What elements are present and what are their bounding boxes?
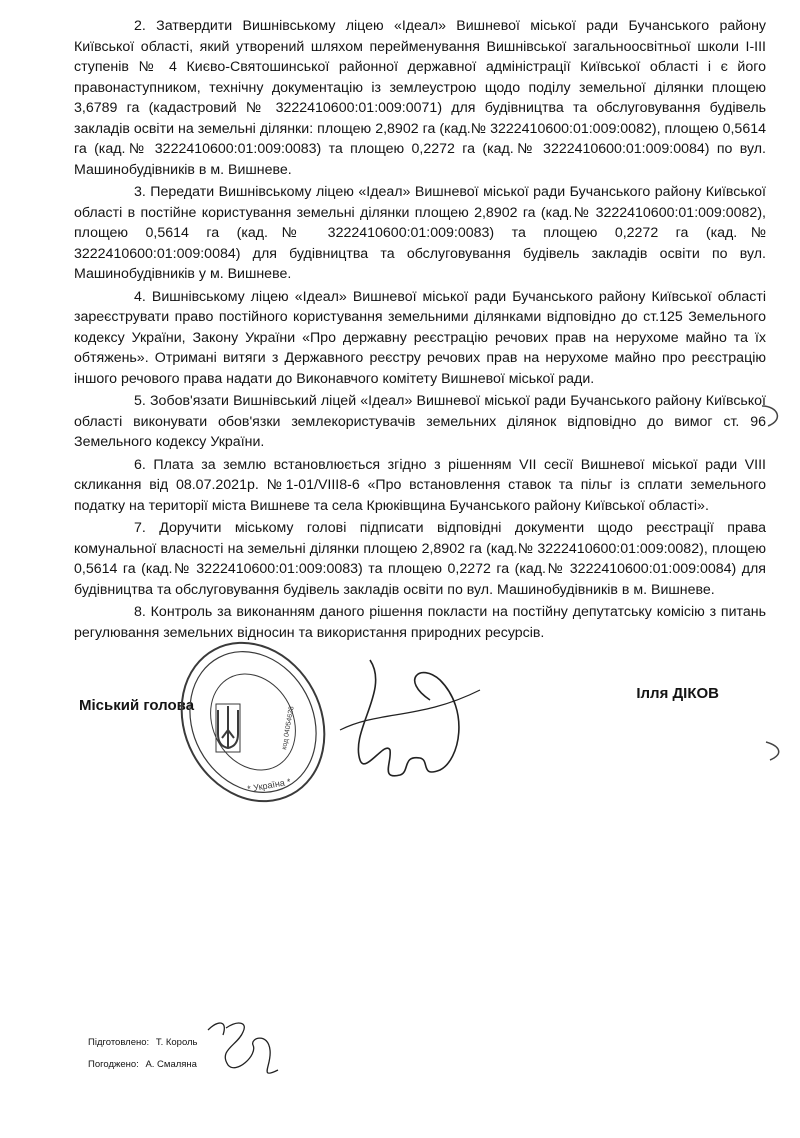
paragraph-3: 3. Передати Вишнівському ліцею «Ідеал» Вишневої міської ради Бучанського району Київської області в постійне користування земельні ділянки площею 2,8902 га (кад.№ 3222410600:01:009:0082), площею 0,5614 га (кад.№ 3222410600:01:009:0083) та площею 0,2272 га (кад.№ 3222410600:01:009:0084) для будівництва та обслуговування будівель закладів освіти по вул. Машинобудівників у м. Вишневе. [74,184,766,282]
margin-mark [762,740,788,764]
approved-label: Погоджено: [88,1059,139,1070]
signatory-title: Міський голова [79,697,195,714]
paragraph-6: 6. Плата за землю встановлюється згідно з рішенням VII сесії Вишневої міської ради VIII скликання від 08.07.2021р. №1-01/VIII8-6 «Про встановлення ставок та пільг із сплати земельного податку на території міста Вишневе та села Крюківщина Бучанського району Київської області». [74,456,766,514]
paragraph-4: 4. Вишнівському ліцею «Ідеал» Вишневої міської ради Бучанського району Київської області зареєструвати право постійного користування земельними ділянками відповідно до ст.125 Земельного кодексу України, Закону України «Про державну реєстрацію речових прав на нерухоме майно та їх обтяжень». Отримані витяги з Державного реєстру речових прав на нерухоме майно про реєстрацію іншого речового права надати до Виконавчого комітету Вишневої міської ради. [74,288,766,387]
paragraph-5: 5. Зобов'язати Вишнівський ліцей «Ідеал» Вишневої міської ради Бучанського району Київської області виконувати обов'язки землекористувачів земельних ділянок відповідно до вимог ст. 96 Земельного кодексу України. [74,393,766,450]
approval-footer [88,1032,202,1076]
prepared-by-row [88,1032,202,1054]
svg-text:* Україна *: * Україна * [246,776,292,794]
document-body [74,16,766,643]
margin-mark [758,400,788,430]
handwritten-signature [330,650,490,800]
prepared-name: Т. Король [155,1037,198,1048]
paragraph-8: 8. Контроль за виконанням даного рішення покласти на постійну депутатську комісію з питань регулювання земельних відносин та використання природних ресурсів. [74,604,766,641]
paragraph-2: 2. Затвердити Вишнівському ліцею «Ідеал» Вишневої міської ради Бучанського району Київської області, який утворений шляхом перейменування Вишнівської загальноосвітньої школи І-ІІІ ступенів № 4 Києво-Святошинської районної державної адміністрації Київської області і є його правонаступником, технічну документацію із землеустрою щодо поділу земельної ділянки площею 3,6789 га (кадастровий № 3222410600:01:009:0071) для будівництва та обслуговування будівель закладів освіти на земельні ділянки: площею 2,8902 га (кад.№ 3222410600:01:009:0082), площею 0,5614 га (кад.№ 3222410600:01:009:0083) та площею 0,2272 га (кад.№ 3222410600:01:009:0084) по вул. Машинобудівників в м. Вишневе. [74,18,766,178]
signatory-name: Ілля ДІКОВ [636,685,719,702]
handwritten-initials [198,1010,288,1090]
approved-name: А. Смаляна [145,1059,197,1070]
svg-text:код 04054628: код 04054628 [281,705,296,751]
approved-by-row [88,1054,202,1076]
prepared-label: Підготовлено: [88,1037,150,1048]
paragraph-7: 7. Доручити міському голові підписати відповідні документи щодо реєстрації права комунальної власності на земельні ділянки площею 2,8902 га (кад.№ 3222410600:01:009:0082), площею 0,5614 га (кад.№ 3222410600:01:009:0083) та площею 0,2272 га (кад.№ 3222410600:01:009:0084) для будівництва та обслуговування будівель закладів освіти по вул. Машинобудівників в м. Вишневе. [74,520,766,598]
official-stamp [178,632,328,812]
